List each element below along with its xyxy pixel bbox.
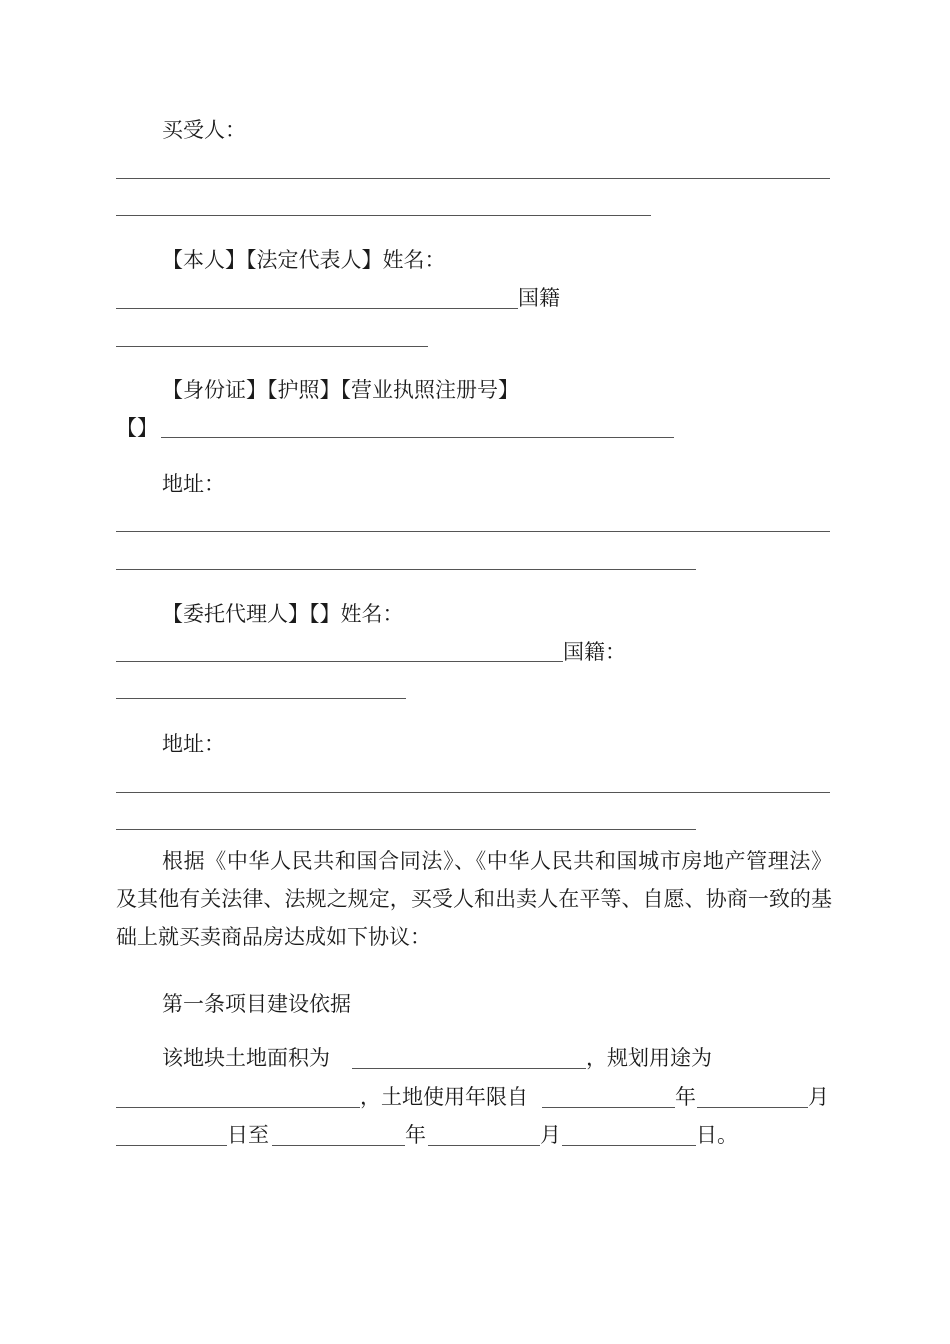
id-type-bracket: 【】 [116, 416, 158, 440]
end-month-label: 月 [540, 1123, 561, 1147]
end-day-fill-line [562, 1145, 696, 1146]
agent-address-label: 地址： [162, 732, 225, 756]
start-month-fill-line [697, 1107, 808, 1108]
agent-name-label: 【委托代理人】【】姓名： [162, 602, 404, 626]
agent-nationality-label: 国籍： [563, 640, 626, 664]
agent-nationality-fill-line [116, 698, 406, 699]
buyer-label: 买受人： [162, 118, 246, 142]
start-day-to-label: 日至 [227, 1123, 269, 1147]
id-number-fill-line [161, 437, 674, 438]
address-fill-line [116, 569, 696, 570]
representative-nationality-label: 国籍 [518, 286, 560, 310]
land-area-label: 该地块土地面积为 [162, 1046, 330, 1070]
buyer-fill-line [116, 215, 651, 216]
agent-address-fill-line [116, 829, 696, 830]
address-label: 地址： [162, 472, 225, 496]
article-1-title: 第一条项目建设依据 [162, 992, 351, 1016]
end-year-fill-line [272, 1145, 405, 1146]
start-month-label: 月 [808, 1085, 829, 1109]
start-year-label: 年 [675, 1085, 696, 1109]
agent-address-fill-line [116, 792, 830, 793]
land-term-from-label: ，土地使用年限自 [360, 1085, 528, 1109]
start-year-fill-line [542, 1107, 675, 1108]
end-day-label: 日。 [696, 1123, 738, 1147]
representative-name-fill-line [116, 308, 518, 309]
end-year-label: 年 [405, 1123, 426, 1147]
planned-use-fill-line [116, 1107, 360, 1108]
start-day-fill-line [116, 1145, 227, 1146]
id-type-label: 【身份证】【护照】【营业执照注册号】 [162, 378, 519, 402]
representative-name-label: 【本人】【法定代表人】姓名： [162, 248, 446, 272]
agent-name-fill-line [116, 661, 563, 662]
planned-use-label: ，规划用途为 [586, 1046, 712, 1070]
address-fill-line [116, 531, 830, 532]
representative-nationality-fill-line [116, 346, 428, 347]
buyer-fill-line [116, 178, 830, 179]
end-month-fill-line [428, 1145, 540, 1146]
preamble-paragraph: 根据《中华人民共和国合同法》、《中华人民共和国城市房地产管理法》及其他有关法律、法规之规定，买受人和出卖人在平等、自愿、协商一致的基础上就买卖商品房达成如下协议： [116, 849, 832, 949]
land-area-fill-line [352, 1068, 586, 1069]
